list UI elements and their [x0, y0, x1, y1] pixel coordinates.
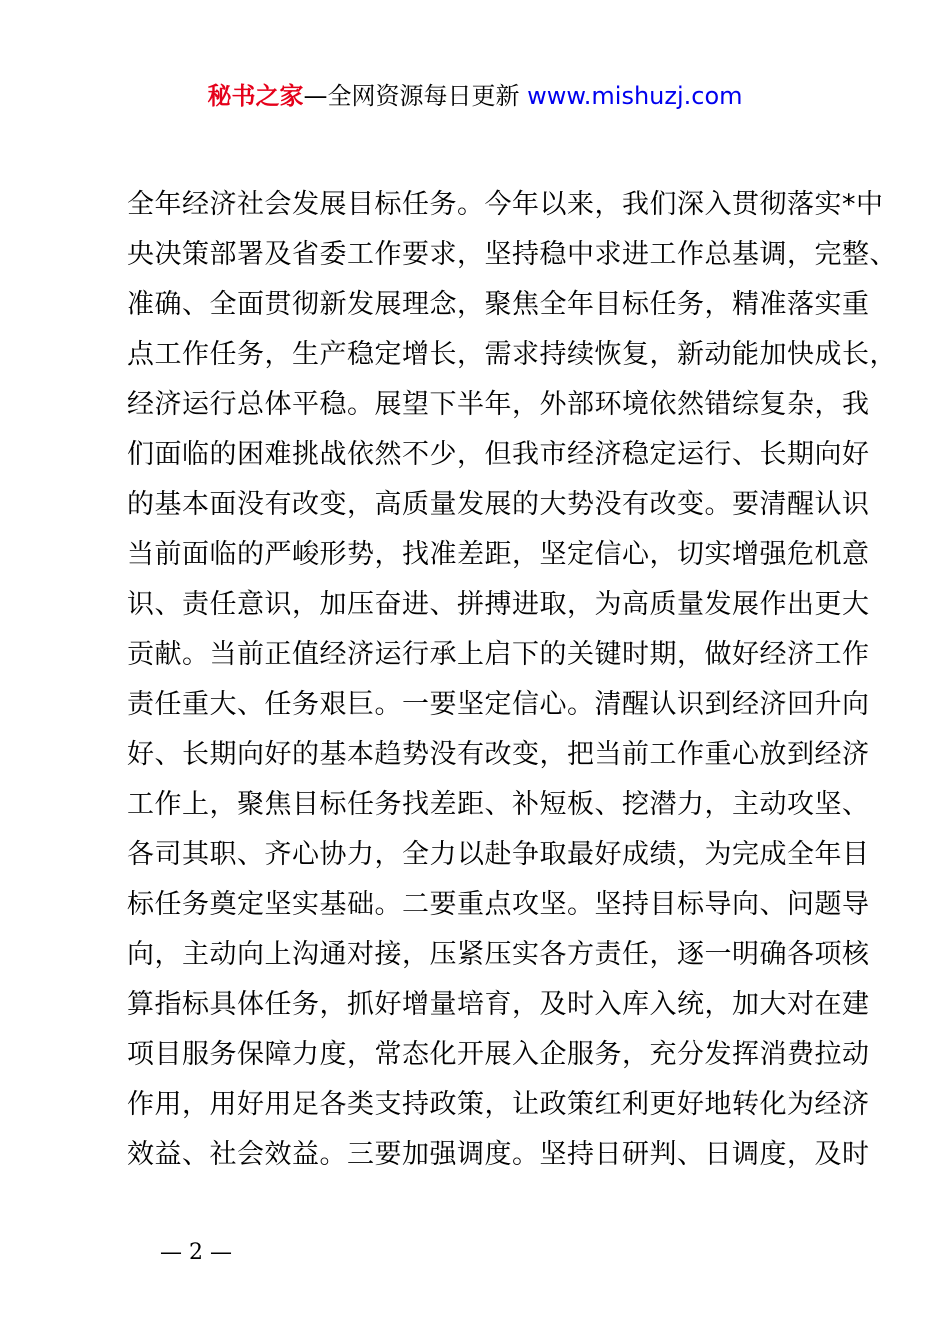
site-url-link[interactable]: www.mishuzj.com [527, 82, 743, 110]
site-brand: 秘书之家 [207, 82, 304, 110]
body-line: 们面临的困难挑战依然不少，但我市经济稳定运行、长期向好 [127, 439, 870, 470]
body-line: 效益、社会效益。三要加强调度。坚持日研判、日调度，及时 [127, 1139, 870, 1170]
body-line: 点工作任务，生产稳定增长，需求持续恢复，新动能加快成长， [127, 339, 897, 370]
body-line: 向，主动向上沟通对接，压紧压实各方责任，逐一明确各项核 [127, 939, 870, 970]
body-line: 贡献。当前正值经济运行承上启下的关键时期，做好经济工作 [127, 639, 870, 670]
body-line: 全年经济社会发展目标任务。今年以来，我们深入贯彻落实*中 [127, 189, 884, 220]
body-line: 算指标具体任务，抓好增量培育，及时入库入统，加大对在建 [127, 989, 870, 1020]
body-line: 央决策部署及省委工作要求，坚持稳中求进工作总基调，完整、 [127, 239, 897, 270]
body-line: 好、长期向好的基本趋势没有改变，把当前工作重心放到经济 [127, 739, 870, 770]
page-number: — 2 — [160, 1240, 232, 1265]
body-line: 项目服务保障力度，常态化开展入企服务，充分发挥消费拉动 [127, 1039, 870, 1070]
body-line: 责任重大、任务艰巨。一要坚定信心。清醒认识到经济回升向 [127, 689, 870, 720]
body-line: 的基本面没有改变，高质量发展的大势没有改变。要清醒认识 [127, 489, 870, 520]
site-header [0, 80, 950, 112]
document-body [127, 180, 897, 1180]
body-line: 各司其职、齐心协力，全力以赴争取最好成绩，为完成全年目 [127, 839, 870, 870]
body-line: 识、责任意识，加压奋进、拼搏进取，为高质量发展作出更大 [127, 589, 870, 620]
body-line: 作用，用好用足各类支持政策，让政策红利更好地转化为经济 [127, 1089, 870, 1120]
body-line: 标任务奠定坚实基础。二要重点攻坚。坚持目标导向、问题导 [127, 889, 870, 920]
site-tagline: —全网资源每日更新 [303, 82, 520, 110]
body-line: 当前面临的严峻形势，找准差距，坚定信心，切实增强危机意 [127, 539, 870, 570]
body-line: 准确、全面贯彻新发展理念，聚焦全年目标任务，精准落实重 [127, 289, 870, 320]
body-line: 经济运行总体平稳。展望下半年，外部环境依然错综复杂，我 [127, 389, 870, 420]
body-line: 工作上，聚焦目标任务找差距、补短板、挖潜力，主动攻坚、 [127, 789, 870, 820]
